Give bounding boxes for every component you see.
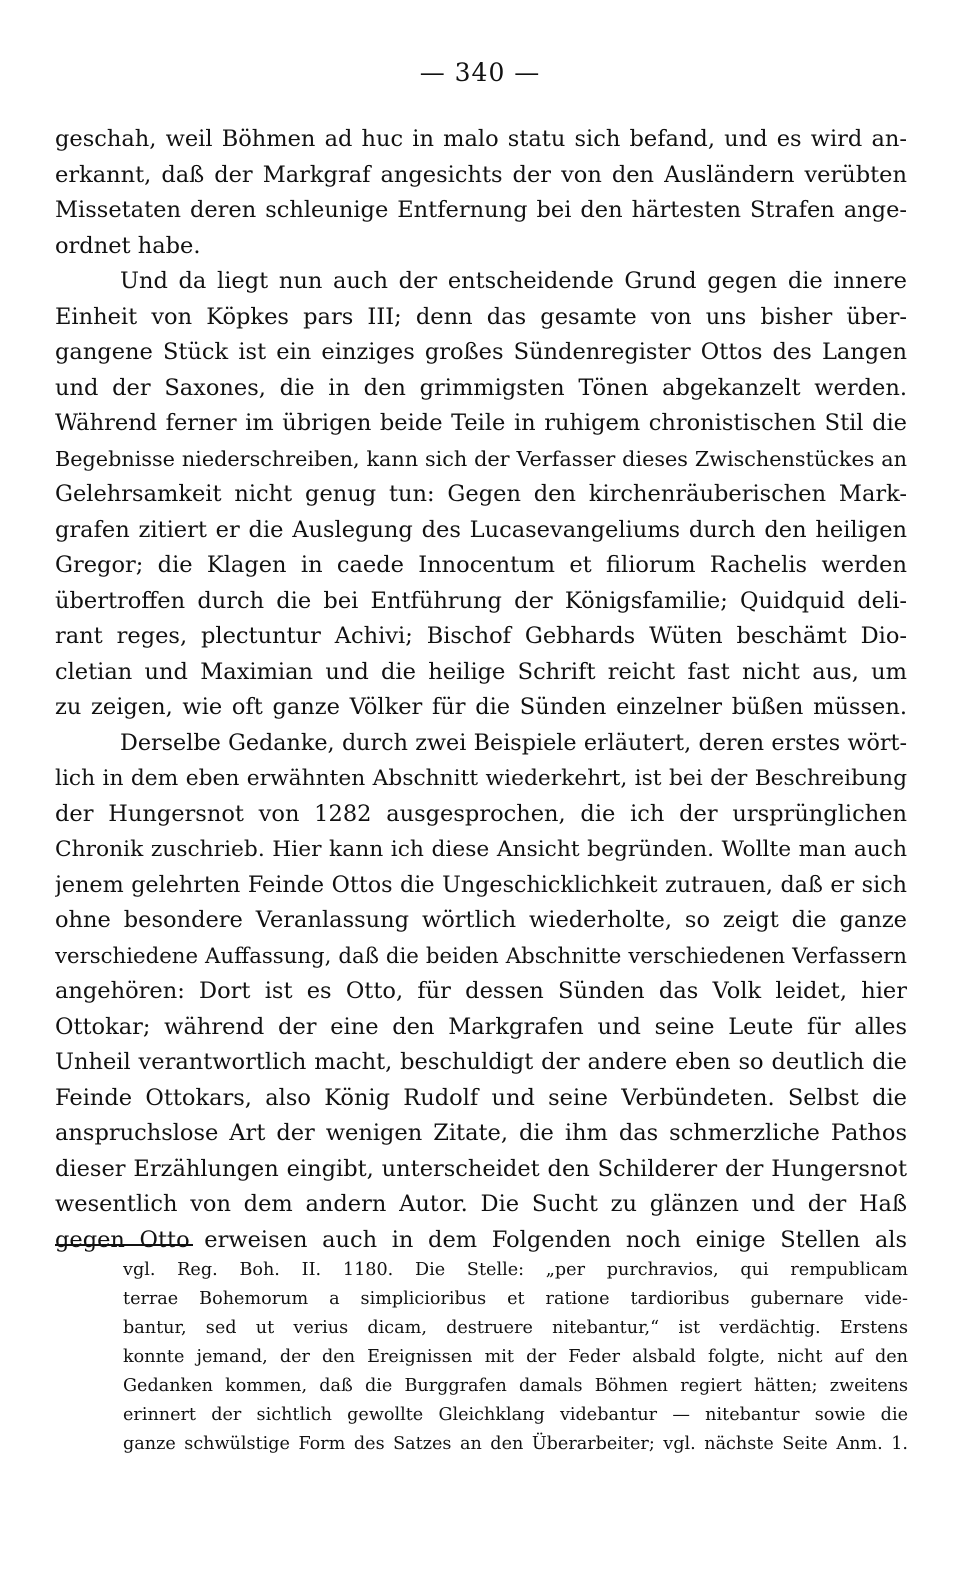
body-text: [55, 122, 907, 1258]
footnote-separator: [55, 1244, 193, 1246]
body-line: dieser Erzählungen eingibt, unterscheidet den Schilderer der Hungersnot: [55, 1155, 907, 1182]
body-line: anspruchslose Art der wenigen Zitate, die ihm das schmerzliche Pathos: [55, 1120, 907, 1146]
body-line: übertroffen durch die bei Entführung der Königsfamilie; Quidquid deli-: [55, 587, 907, 614]
body-line: verschiedene Auffassung, daß die beiden Abschnitte verschiedenen Verfassern: [55, 943, 907, 969]
body-line: und der Saxones, die in den grimmigsten Tönen abgekanzelt werden.: [55, 374, 907, 401]
body-line: Gregor; die Klagen in caede Innocentum et filiorum Rachelis werden: [55, 552, 907, 578]
body-line: Einheit von Köpkes pars III; denn das gesamte von uns bisher über-: [55, 303, 907, 330]
body-line: gegen Otto erweisen auch in dem Folgenden noch einige Stellen als: [55, 1226, 907, 1253]
body-line: geschah, weil Böhmen ad huc in malo statu sich befand, und es wird an-: [55, 126, 907, 152]
body-line: Derselbe Gedanke, durch zwei Beispiele erläutert, deren erstes wört-: [120, 729, 907, 756]
footnote-line: Gedanken kommen, daß die Burggrafen damals Böhmen regiert hätten; zweitens: [123, 1376, 908, 1396]
footnote-line: ganze schwülstige Form des Satzes an den Überarbeiter; vgl. nächste Seite Anm. 1.: [123, 1434, 908, 1454]
body-line: Unheil verantwortlich macht, beschuldigt der andere eben so deutlich die: [55, 1049, 907, 1075]
body-line: erkannt, daß der Markgraf angesichts der von den Ausländern verübten: [55, 161, 907, 188]
body-line: rant reges, plectuntur Achivi; Bischof Gebhards Wüten beschämt Dio-: [55, 623, 907, 649]
footnote-line: bantur, sed ut verius dicam, destruere nitebantur,“ ist verdächtig. Erstens: [123, 1318, 908, 1338]
body-line: Begebnisse niederschreiben, kann sich der Verfasser dieses Zwischenstückes an: [55, 446, 907, 471]
body-line: Missetaten deren schleunige Entfernung bei den härtesten Strafen ange-: [55, 197, 907, 223]
body-line: Ottokar; während der eine den Markgrafen und seine Leute für alles: [55, 1013, 907, 1040]
body-line: Gelehrsamkeit nicht genug tun: Gegen den kirchenräuberischen Mark-: [55, 481, 907, 507]
footnote-line: vgl. Reg. Boh. II. 1180. Die Stelle: „per purchravios, qui rempublicam: [123, 1260, 908, 1280]
body-line: cletian und Maximian und die heilige Schrift reicht fast nicht aus, um: [55, 658, 907, 685]
body-line: ohne besondere Veranlassung wörtlich wiederholte, so zeigt die ganze: [55, 907, 907, 933]
footnote-line: konnte jemand, der den Ereignissen mit der Feder alsbald folgte, nicht auf den: [123, 1347, 908, 1367]
body-line: angehören: Dort ist es Otto, für dessen Sünden das Volk leidet, hier: [55, 978, 907, 1004]
body-line: ordnet habe.: [55, 232, 201, 259]
body-line: Während ferner im übrigen beide Teile in ruhigem chronistischen Stil die: [55, 410, 907, 436]
body-line: Und da liegt nun auch der entscheidende Grund gegen die innere: [120, 268, 907, 294]
body-line: Chronik zuschrieb. Hier kann ich diese Ansicht begründen. Wollte man auch: [55, 837, 907, 862]
body-line: jenem gelehrten Feinde Ottos die Ungeschicklichkeit zutrauen, daß er sich: [55, 871, 907, 898]
body-line: zu zeigen, wie oft ganze Völker für die Sünden einzelner büßen müssen.: [55, 694, 907, 720]
page-number: — 340 —: [419, 58, 541, 87]
footnote-line: erinnert der sichtlich gewollte Gleichklang videbantur — nitebantur sowie die: [123, 1405, 908, 1425]
body-line: grafen zitiert er die Auslegung des Lucasevangeliums durch den heiligen: [55, 516, 907, 543]
body-line: gangene Stück ist ein einziges großes Sündenregister Ottos des Langen: [55, 339, 907, 365]
body-line: Feinde Ottokars, also König Rudolf und seine Verbündeten. Selbst die: [55, 1084, 907, 1111]
body-line: lich in dem eben erwähnten Abschnitt wiederkehrt, ist bei der Beschreibung: [55, 766, 907, 791]
body-line: der Hungersnot von 1282 ausgesprochen, die ich der ursprünglichen: [55, 800, 907, 827]
footnote: [123, 1256, 908, 1459]
footnote-line: terrae Bohemorum a simplicioribus et ratione tardioribus gubernare vide-: [123, 1289, 908, 1309]
body-line: wesentlich von dem andern Autor. Die Sucht zu glänzen und der Haß: [55, 1191, 907, 1217]
